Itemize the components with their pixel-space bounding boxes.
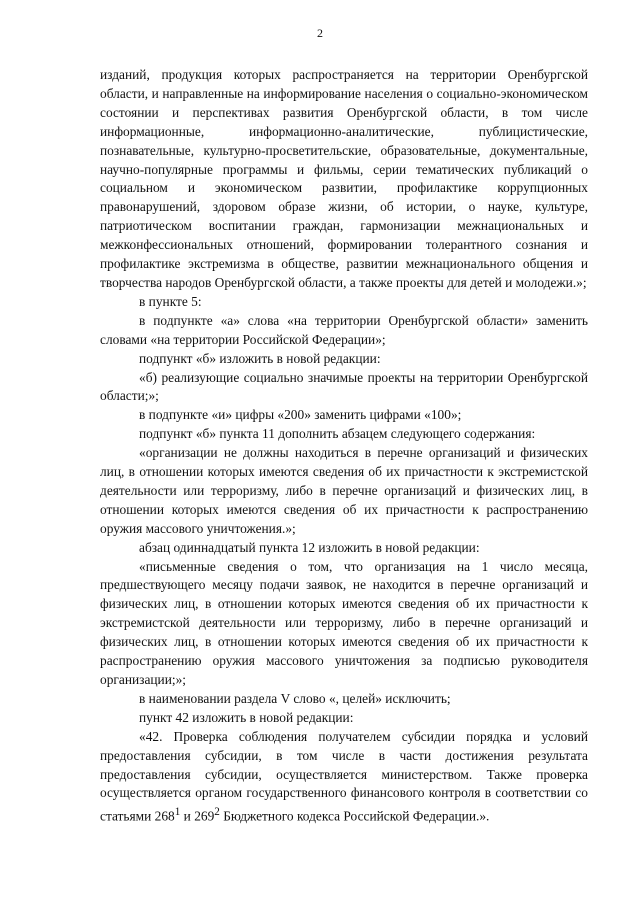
paragraph: подпункт «б» изложить в новой редакции: xyxy=(139,350,381,366)
paragraph: в пункте 5: xyxy=(139,293,202,309)
paragraph: «организации не должны находиться в перечне организаций и физических лиц, в отношении которых имеются сведения об их причастности к экстремистской деятельности или терроризму, либо в перечне организаций и физических лиц, в отношении которых имеются сведения об их причастности к распространению оружия массового уничтожения.»; xyxy=(100,445,588,536)
paragraph: изданий, продукция которых распространяется на территории Оренбургской области, и направленные на информирование населения о социально-экономическом состоянии и перспективах развития Оренбургской области, в том числе информационные, информационно-аналитические, публицистические, познавательные, культурно-просветительские, образовательные, документальные, научно-популярные программы и фильмы, серии тематических публикаций о социальном и экономическом развитии, профилактике коррупционных правонарушений, здоровом образе жизни, об истории, о науке, культуре, патриотическом воспитании граждан, гармонизации межнациональных и межконфессиональных отношений, формировании толерантного сознания и профилактике экстремизма в обществе, развитии межнационального общения и творчества народов Оренбургской области, а также проекты для детей и молодежи.»; xyxy=(100,67,588,290)
paragraph: в наименовании раздела V слово «, целей» исключить; xyxy=(139,690,451,706)
paragraph: пункт 42 изложить в новой редакции: xyxy=(139,709,354,725)
article-42-text-part1: «42. Проверка соблюдения получателем субсидии порядка и условий предоставления субсидии, в том числе в части достижения результата предоставления субсидии, осуществляется министерством. Также проверка осуществляется органом государственного финансового контроля в соответствии со статьями 268 xyxy=(100,728,588,824)
paragraph: «письменные сведения о том, что организация на 1 число месяца, предшествующего месяцу подачи заявок, не находится в перечне организаций и физических лиц, в отношении которых имеются сведения об их причастности к экстремистской деятельности или терроризму, либо в перечне организаций и физических лиц, в отношении которых имеются сведения об их причастности к распространению оружия массового уничтожения за подписью руководителя организации;»; xyxy=(100,558,588,687)
superscript: 2 xyxy=(214,806,220,819)
article-42-text-part2: и 269 xyxy=(180,808,215,824)
document-body xyxy=(100,66,588,827)
paragraph: абзац одиннадцатый пункта 12 изложить в новой редакции: xyxy=(139,539,480,555)
paragraph-article-42 xyxy=(100,728,588,827)
paragraph: в подпункте «и» цифры «200» заменить цифрами «100»; xyxy=(139,407,462,423)
paragraph: в подпункте «а» слова «на территории Оренбургской области» заменить словами «на территории Российской Федерации»; xyxy=(100,312,588,347)
paragraph: «б) реализующие социально значимые проекты на территории Оренбургской области;»; xyxy=(100,369,588,404)
page-number: 2 xyxy=(317,26,323,40)
paragraph: подпункт «б» пункта 11 дополнить абзацем следующего содержания: xyxy=(139,426,536,442)
superscript: 1 xyxy=(174,806,181,819)
article-42-text-part3: Бюджетного кодекса Российской Федерации.». xyxy=(219,808,490,824)
